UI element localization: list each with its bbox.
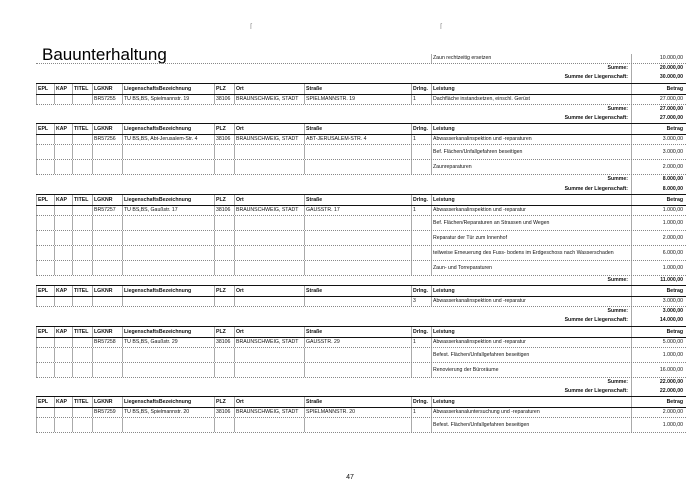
table-row — [36, 145, 686, 160]
strasse-cell — [304, 261, 411, 275]
liegenschaft-cell — [122, 145, 214, 159]
table-row — [36, 408, 686, 418]
ort-cell: BRAUNSCHWEIG, STADT — [234, 95, 304, 104]
sum-label: Summe: — [607, 65, 628, 72]
sum-value: 20.000,00 — [631, 64, 686, 73]
header-titel: TITEL — [72, 286, 92, 296]
kap-cell — [54, 206, 72, 215]
header-titel: TITEL — [72, 195, 92, 205]
header-kap: KAP — [54, 397, 72, 407]
leistung-cell: Bef. Flächen/Unfallgefahren beseitigen — [431, 145, 631, 159]
property-sum-value: 8.000,00 — [631, 185, 686, 194]
kap-cell — [54, 95, 72, 104]
header-liegenschaft: LiegenschaftsBezeichnung — [122, 397, 214, 407]
sum-label: Summe: — [607, 308, 628, 315]
leistung-cell: Bef. Flächen/Reparaturen an Strassen und Wegen — [431, 216, 631, 230]
property-sum-row — [36, 114, 686, 123]
kap-cell — [54, 418, 72, 432]
dringlichkeit-cell — [411, 231, 431, 245]
table-row — [36, 297, 686, 307]
header-dringlichkeit: Drlng. — [411, 286, 431, 296]
sum-value: 3.000,00 — [631, 307, 686, 316]
ort-cell — [234, 216, 304, 230]
betrag-cell: 3.000,00 — [631, 297, 686, 306]
property-sum-label: Summe der Liegenschaft: — [564, 185, 628, 192]
property-sum-value: 22.000,00 — [631, 387, 686, 396]
titel-cell — [72, 216, 92, 230]
liegenschaft-cell — [122, 231, 214, 245]
titel-cell — [72, 408, 92, 417]
header-ort: Ort — [234, 195, 304, 205]
header-kap: KAP — [54, 84, 72, 94]
leistung-cell: Zaun- und Torreparaturen — [431, 261, 631, 275]
kap-cell — [54, 246, 72, 260]
strasse-cell: GAUSSTR. 17 — [304, 206, 411, 215]
header-strasse: Straße — [304, 84, 411, 94]
header-titel: TITEL — [72, 327, 92, 337]
epl-cell — [36, 408, 54, 417]
lgknr-cell — [92, 418, 122, 432]
strasse-cell — [304, 246, 411, 260]
kap-cell — [54, 348, 72, 362]
header-betrag: Betrag — [631, 286, 686, 296]
table-row — [36, 160, 686, 175]
strasse-cell: ABT-JERUSALEM-STR. 4 — [304, 135, 411, 144]
header-ort: Ort — [234, 327, 304, 337]
header-liegenschaft: LiegenschaftsBezeichnung — [122, 124, 214, 134]
titel-cell — [72, 297, 92, 306]
strasse-cell — [304, 348, 411, 362]
property-sum-row — [36, 316, 686, 325]
kap-cell — [54, 231, 72, 245]
epl-cell — [36, 160, 54, 174]
leistung-cell: Zaun rechtzeitig ersetzen — [431, 54, 631, 63]
lgknr-cell — [92, 145, 122, 159]
header-lgknr: LGKNR — [92, 195, 122, 205]
liegenschaft-cell — [122, 363, 214, 377]
header-liegenschaft: LiegenschaftsBezeichnung — [122, 327, 214, 337]
epl-cell — [36, 216, 54, 230]
plz-cell: 38106 — [214, 338, 234, 347]
header-leistung: Leistung — [431, 286, 631, 296]
ort-cell — [234, 160, 304, 174]
table-header-row — [36, 285, 686, 297]
liegenschaft-cell — [122, 348, 214, 362]
table-header-row — [36, 396, 686, 408]
plz-cell: 38106 — [214, 408, 234, 417]
liegenschaft-cell: TU BS,BS, Gaußstr. 17 — [122, 206, 214, 215]
table-row — [36, 363, 686, 378]
betrag-cell: 1.000,00 — [631, 348, 686, 362]
plz-cell — [214, 216, 234, 230]
header-plz: PLZ — [214, 286, 234, 296]
leistung-cell: Renovierung der Büroräume — [431, 363, 631, 377]
leistung-cell: Abwasserkanalinspektion und -reparatur — [431, 338, 631, 347]
lgknr-cell — [92, 231, 122, 245]
plz-cell — [214, 246, 234, 260]
plz-cell — [214, 160, 234, 174]
header-leistung: Leistung — [431, 397, 631, 407]
header-titel: TITEL — [72, 84, 92, 94]
ort-cell — [234, 297, 304, 306]
dringlichkeit-cell: 1 — [411, 95, 431, 104]
header-kap: KAP — [54, 195, 72, 205]
table-header-row — [36, 326, 686, 338]
property-sum-row — [36, 73, 686, 82]
plz-cell: 38106 — [214, 206, 234, 215]
ort-cell — [234, 261, 304, 275]
betrag-cell: 16.000,00 — [631, 363, 686, 377]
table-row — [36, 231, 686, 246]
betrag-cell: 1.000,00 — [631, 418, 686, 432]
titel-cell — [72, 135, 92, 144]
header-strasse: Straße — [304, 327, 411, 337]
liegenschaft-cell: TU BS,BS, Spielmannstr. 19 — [122, 95, 214, 104]
lgknr-cell: BR57257 — [92, 206, 122, 215]
plz-cell — [214, 261, 234, 275]
header-dringlichkeit: Drlng. — [411, 124, 431, 134]
liegenschaft-cell — [122, 216, 214, 230]
sum-label: Summe: — [607, 176, 628, 183]
strasse-cell — [304, 145, 411, 159]
property-sum-label: Summe der Liegenschaft: — [564, 74, 628, 81]
table-header-row — [36, 123, 686, 135]
dringlichkeit-cell — [411, 246, 431, 260]
header-strasse: Straße — [304, 124, 411, 134]
header-strasse: Straße — [304, 286, 411, 296]
header-epl: EPL — [36, 124, 54, 134]
page-number: 47 — [346, 474, 354, 481]
lgknr-cell — [92, 297, 122, 306]
kap-cell — [54, 261, 72, 275]
header-lgknr: LGKNR — [92, 84, 122, 94]
table-row — [36, 206, 686, 216]
header-plz: PLZ — [214, 397, 234, 407]
table-row — [36, 54, 686, 64]
table-row — [36, 338, 686, 348]
table-row — [36, 246, 686, 261]
epl-cell — [36, 348, 54, 362]
plz-cell — [214, 348, 234, 362]
lgknr-cell — [92, 261, 122, 275]
header-ort: Ort — [234, 286, 304, 296]
sum-row — [36, 276, 686, 285]
header-epl: EPL — [36, 286, 54, 296]
property-sum-row — [36, 387, 686, 396]
header-ort: Ort — [234, 84, 304, 94]
titel-cell — [72, 246, 92, 260]
scan-mark-left: ſ — [250, 22, 252, 31]
betrag-cell: 10.000,00 — [631, 54, 686, 63]
lgknr-cell — [92, 363, 122, 377]
plz-cell — [214, 297, 234, 306]
header-epl: EPL — [36, 195, 54, 205]
titel-cell — [72, 418, 92, 432]
header-leistung: Leistung — [431, 124, 631, 134]
epl-cell — [36, 95, 54, 104]
liegenschaft-cell — [122, 246, 214, 260]
lgknr-cell — [92, 246, 122, 260]
header-plz: PLZ — [214, 327, 234, 337]
betrag-cell: 1.000,00 — [631, 261, 686, 275]
liegenschaft-cell: TU BS,BS, Gaußstr. 29 — [122, 338, 214, 347]
header-titel: TITEL — [72, 397, 92, 407]
scan-mark-right: ſ — [440, 22, 442, 31]
epl-cell — [36, 231, 54, 245]
epl-cell — [36, 206, 54, 215]
liegenschaft-cell — [122, 261, 214, 275]
property-sum-row — [36, 185, 686, 194]
kap-cell — [54, 363, 72, 377]
dringlichkeit-cell: 1 — [411, 338, 431, 347]
table-row — [36, 135, 686, 145]
dringlichkeit-cell — [411, 160, 431, 174]
strasse-cell: GAUSSTR. 29 — [304, 338, 411, 347]
header-dringlichkeit: Drlng. — [411, 195, 431, 205]
betrag-cell: 1.000,00 — [631, 216, 686, 230]
plz-cell — [214, 145, 234, 159]
sum-value: 22.000,00 — [631, 378, 686, 387]
liegenschaft-cell — [122, 160, 214, 174]
property-sum-value: 30.000,00 — [631, 73, 686, 82]
titel-cell — [72, 261, 92, 275]
dringlichkeit-cell — [411, 216, 431, 230]
liegenschaft-cell — [122, 297, 214, 306]
titel-cell — [72, 348, 92, 362]
lgknr-cell: BR57258 — [92, 338, 122, 347]
kap-cell — [54, 135, 72, 144]
epl-cell — [36, 145, 54, 159]
leistung-cell: teilweise Erneuerung des Fuss- bodens im Erdgeschoss nach Wasserschaden — [431, 246, 631, 260]
betrag-cell: 6.000,00 — [631, 246, 686, 260]
table-row — [36, 216, 686, 231]
dringlichkeit-cell: 1 — [411, 408, 431, 417]
header-leistung: Leistung — [431, 84, 631, 94]
table-row — [36, 261, 686, 276]
header-kap: KAP — [54, 286, 72, 296]
sum-value: 11.000,00 — [631, 276, 686, 285]
plz-cell — [214, 231, 234, 245]
leistung-cell: Reparatur der Tür zum Innenhof — [431, 231, 631, 245]
lgknr-cell — [92, 348, 122, 362]
epl-cell — [36, 246, 54, 260]
property-blocks — [36, 83, 686, 434]
header-plz: PLZ — [214, 124, 234, 134]
leistung-cell: Zaunreparaturen — [431, 160, 631, 174]
header-epl: EPL — [36, 84, 54, 94]
dringlichkeit-cell: 1 — [411, 206, 431, 215]
kap-cell — [54, 160, 72, 174]
page-title: Bauunterhaltung — [42, 45, 167, 65]
dringlichkeit-cell: 3 — [411, 297, 431, 306]
lgknr-cell: BR57256 — [92, 135, 122, 144]
property-sum-value: 27.000,00 — [631, 114, 686, 123]
header-betrag: Betrag — [631, 124, 686, 134]
strasse-cell — [304, 297, 411, 306]
ort-cell — [234, 246, 304, 260]
betrag-cell: 2.000,00 — [631, 408, 686, 417]
leistung-cell: Abwasserkanalinspektion und -reparatur — [431, 206, 631, 215]
betrag-cell: 2.000,00 — [631, 160, 686, 174]
header-plz: PLZ — [214, 195, 234, 205]
sum-row — [36, 105, 686, 114]
kap-cell — [54, 145, 72, 159]
ort-cell: BRAUNSCHWEIG, STADT — [234, 408, 304, 417]
header-strasse: Straße — [304, 397, 411, 407]
strasse-cell — [304, 160, 411, 174]
header-ort: Ort — [234, 397, 304, 407]
property-sum-value: 14.000,00 — [631, 316, 686, 325]
header-liegenschaft: LiegenschaftsBezeichnung — [122, 286, 214, 296]
header-kap: KAP — [54, 327, 72, 337]
header-betrag: Betrag — [631, 327, 686, 337]
kap-cell — [54, 408, 72, 417]
dringlichkeit-cell — [411, 348, 431, 362]
dringlichkeit-cell — [411, 363, 431, 377]
leistung-cell: Abwasserkanaluntersuchung und -reparaturen — [431, 408, 631, 417]
ort-cell: BRAUNSCHWEIG, STADT — [234, 135, 304, 144]
ort-cell — [234, 418, 304, 432]
table-row — [36, 95, 686, 105]
plz-cell — [214, 363, 234, 377]
header-dringlichkeit: Drlng. — [411, 327, 431, 337]
epl-cell — [36, 338, 54, 347]
sum-row — [36, 378, 686, 387]
lgknr-cell: BR57255 — [92, 95, 122, 104]
dringlichkeit-cell — [411, 418, 431, 432]
sum-label: Summe: — [607, 105, 628, 112]
dringlichkeit-cell — [411, 145, 431, 159]
ort-cell — [234, 145, 304, 159]
leistung-cell: Dachfläche instandsetzen, einschl. Gerüst — [431, 95, 631, 104]
lgknr-cell — [92, 216, 122, 230]
header-strasse: Straße — [304, 195, 411, 205]
sum-value: 27.000,00 — [631, 105, 686, 114]
table-header-row — [36, 194, 686, 206]
dringlichkeit-cell: 1 — [411, 135, 431, 144]
strasse-cell — [304, 363, 411, 377]
header-liegenschaft: LiegenschaftsBezeichnung — [122, 195, 214, 205]
ort-cell — [234, 231, 304, 245]
dringlichkeit-cell — [411, 261, 431, 275]
ort-cell — [234, 363, 304, 377]
plz-cell: 38106 — [214, 95, 234, 104]
titel-cell — [72, 338, 92, 347]
header-lgknr: LGKNR — [92, 397, 122, 407]
ort-cell — [234, 348, 304, 362]
epl-cell — [36, 363, 54, 377]
header-ort: Ort — [234, 124, 304, 134]
leistung-cell: Befest. Flächen/Unfallgefahren beseitigen — [431, 348, 631, 362]
budget-table — [36, 54, 686, 433]
sum-value: 8.000,00 — [631, 175, 686, 184]
lgknr-cell — [92, 160, 122, 174]
header-kap: KAP — [54, 124, 72, 134]
epl-cell — [36, 135, 54, 144]
header-dringlichkeit: Drlng. — [411, 84, 431, 94]
liegenschaft-cell: TU BS,BS, Spielmannstr. 20 — [122, 408, 214, 417]
header-liegenschaft: LiegenschaftsBezeichnung — [122, 84, 214, 94]
kap-cell — [54, 297, 72, 306]
sum-row — [36, 175, 686, 184]
titel-cell — [72, 363, 92, 377]
strasse-cell — [304, 216, 411, 230]
header-betrag: Betrag — [631, 397, 686, 407]
titel-cell — [72, 145, 92, 159]
header-lgknr: LGKNR — [92, 286, 122, 296]
header-plz: PLZ — [214, 84, 234, 94]
liegenschaft-cell — [122, 418, 214, 432]
header-betrag: Betrag — [631, 84, 686, 94]
sum-row — [36, 64, 686, 73]
titel-cell — [72, 231, 92, 245]
epl-cell — [36, 261, 54, 275]
leistung-cell: Abwasserkanalinspektion und -reparatur — [431, 297, 631, 306]
header-leistung: Leistung — [431, 327, 631, 337]
property-sum-label: Summe der Liegenschaft: — [564, 388, 628, 394]
header-lgknr: LGKNR — [92, 124, 122, 134]
kap-cell — [54, 338, 72, 347]
sum-row — [36, 307, 686, 316]
ort-cell: BRAUNSCHWEIG, STADT — [234, 338, 304, 347]
property-sum-label: Summe der Liegenschaft: — [564, 317, 628, 324]
betrag-cell: 3.000,00 — [631, 135, 686, 144]
betrag-cell: 1.000,00 — [631, 206, 686, 215]
epl-cell — [36, 297, 54, 306]
betrag-cell: 2.000,00 — [631, 231, 686, 245]
strasse-cell: SPIELMANNSTR. 19 — [304, 95, 411, 104]
table-header-row — [36, 83, 686, 95]
strasse-cell — [304, 231, 411, 245]
table-row — [36, 418, 686, 433]
header-epl: EPL — [36, 327, 54, 337]
header-dringlichkeit: Drlng. — [411, 397, 431, 407]
header-lgknr: LGKNR — [92, 327, 122, 337]
epl-cell — [36, 418, 54, 432]
table-row — [36, 348, 686, 363]
leistung-cell: Abwasserkanalinspektion und -reparaturen — [431, 135, 631, 144]
titel-cell — [72, 206, 92, 215]
titel-cell — [72, 160, 92, 174]
betrag-cell: 3.000,00 — [631, 145, 686, 159]
sum-label: Summe: — [607, 276, 628, 283]
liegenschaft-cell: TU BS,BS, Abt-Jerusalem-Str. 4 — [122, 135, 214, 144]
header-leistung: Leistung — [431, 195, 631, 205]
plz-cell — [214, 418, 234, 432]
header-betrag: Betrag — [631, 195, 686, 205]
lgknr-cell: BR57259 — [92, 408, 122, 417]
kap-cell — [54, 216, 72, 230]
titel-cell — [72, 95, 92, 104]
header-titel: TITEL — [72, 124, 92, 134]
sum-label: Summe: — [607, 378, 628, 385]
betrag-cell: 27.000,00 — [631, 95, 686, 104]
strasse-cell: SPIELMANNSTR. 20 — [304, 408, 411, 417]
strasse-cell — [304, 418, 411, 432]
plz-cell: 38106 — [214, 135, 234, 144]
ort-cell: BRAUNSCHWEIG, STADT — [234, 206, 304, 215]
betrag-cell: 5.000,00 — [631, 338, 686, 347]
leistung-cell: Befest. Flächen/Unfallgefahren beseitigen — [431, 418, 631, 432]
header-epl: EPL — [36, 397, 54, 407]
property-sum-label: Summe der Liegenschaft: — [564, 114, 628, 121]
